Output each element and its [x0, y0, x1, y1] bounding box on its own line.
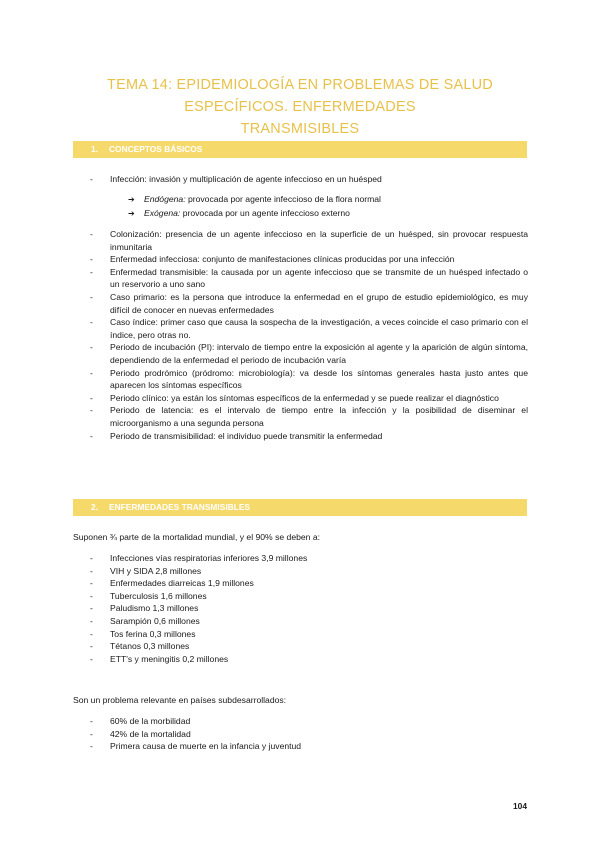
list-item [90, 228, 528, 253]
list-item [90, 404, 528, 429]
concept-text: Caso índice: primer caso que causa la sospecha de la investigación, a veces coincide el caso primario con el índice, pero otras no. [110, 317, 528, 340]
mortality-list [90, 552, 528, 665]
problem-list [90, 715, 528, 753]
infeccion-text: Infección: invasión y multiplicación de agente infeccioso en un huésped [110, 174, 382, 184]
dash-bullet: - [90, 229, 93, 239]
concepts-list [90, 228, 528, 442]
infeccion-sublist [128, 193, 381, 220]
section-number: 1. [91, 144, 98, 154]
dash-bullet: - [90, 628, 93, 639]
dash-bullet: - [90, 603, 93, 614]
dash-bullet: - [90, 367, 93, 378]
section-header-conceptos [73, 141, 527, 158]
list-item [90, 341, 528, 366]
dash-bullet: - [90, 254, 93, 265]
concept-text: Periodo clínico: ya están los síntomas específicos de la enfermedad y se puede realizar el diagnóstico [110, 392, 499, 403]
list-item [90, 628, 528, 641]
list-item [90, 253, 528, 266]
concept-text: Periodo de transmisibilidad: el individuo puede transmitir la enfermedad [110, 430, 383, 441]
page-title [60, 74, 540, 140]
mortality-text: ETT's y meningitis 0,2 millones [110, 653, 229, 664]
problem-text: Primera causa de muerte en la infancia y juventud [110, 741, 302, 752]
mortality-text: Tuberculosis 1,6 millones [110, 590, 207, 601]
concept-text: Periodo de latencia: es el intervalo de tiempo entre la infección y la posibilidad de diseminar el microorganismo a una segunda persona [110, 405, 528, 428]
list-item [90, 640, 528, 653]
sublist-item [128, 207, 381, 221]
concept-text: Periodo prodrómico (pródromo: microbiología): va desde los síntomas generales hasta justo antes que aparecen los síntomas específicos [110, 367, 528, 391]
problem-intro: Son un problema relevante en países subdesarrollados: [73, 695, 287, 705]
dash-bullet: - [90, 716, 93, 726]
title-line-1: TEMA 14: EPIDEMIOLOGÍA EN PROBLEMAS DE SALUD ESPECÍFICOS. ENFERMEDADES [107, 77, 493, 115]
sub-text: provocada por agente infeccioso de la flora normal [185, 194, 381, 204]
dash-bullet: - [90, 578, 93, 589]
dash-bullet: - [90, 741, 93, 752]
problem-text: 42% de la mortalidad [110, 728, 191, 739]
dash-bullet: - [90, 728, 93, 739]
concept-text: Enfermedad transmisible: la causada por un agente infeccioso que se transmite de un huésped infectado o un reservorio a uno sano [110, 266, 528, 290]
mortality-text: VIH y SIDA 2,8 millones [110, 565, 202, 576]
page-number: 104 [513, 801, 527, 811]
sub-text: provocada por un agente infeccioso externo [180, 207, 350, 218]
dash-bullet: - [90, 266, 93, 277]
dash-bullet: - [90, 174, 93, 184]
dash-bullet: - [90, 342, 93, 353]
mortality-intro: Suponen ¾ parte de la mortalidad mundial, y el 90% se deben a: [73, 532, 320, 542]
list-item [90, 392, 528, 405]
dash-bullet: - [90, 430, 93, 441]
dash-bullet: - [90, 317, 93, 328]
mortality-text: Sarampión 0,6 millones [110, 615, 200, 626]
sub-term: Exógena: [144, 207, 181, 218]
concept-text: Periodo de incubación (PI): intervalo de tiempo entre la exposición al agente y la aparición de algún síntoma, dependiendo de la enfermedad el periodo de incubación varía [110, 342, 528, 365]
arrow-icon: ➔ [128, 208, 135, 218]
section-label: ENFERMEDADES TRANSMISIBLES [109, 502, 250, 512]
title-line-2: TRANSMISIBLES [240, 121, 360, 137]
concept-text: Enfermedad infecciosa: conjunto de manifestaciones clínicas producidas por una infección [110, 254, 455, 265]
section-label: CONCEPTOS BÁSICOS [109, 144, 203, 154]
dash-bullet: - [90, 553, 93, 563]
concept-text: Colonización: presencia de un agente infeccioso en la superficie de un huésped, sin provocar respuesta inmunitaria [110, 229, 528, 252]
list-item [90, 715, 528, 728]
list-item [90, 577, 528, 590]
infeccion-list [90, 173, 528, 186]
section-header-enfermedades [73, 499, 527, 516]
list-item [90, 173, 528, 186]
list-item [90, 615, 528, 628]
list-item [90, 602, 528, 615]
dash-bullet: - [90, 405, 93, 416]
list-item [90, 740, 528, 753]
list-item [90, 367, 528, 392]
list-item [90, 552, 528, 565]
list-item [90, 266, 528, 291]
mortality-text: Paludismo 1,3 millones [110, 603, 199, 614]
problem-text: 60% de la morbilidad [110, 716, 191, 726]
section-number: 2. [91, 502, 98, 512]
list-item [90, 291, 528, 316]
arrow-icon: ➔ [128, 195, 135, 204]
list-item [90, 316, 528, 341]
mortality-text: Enfermedades diarreicas 1,9 millones [110, 578, 254, 589]
mortality-text: Tos ferina 0,3 millones [110, 628, 196, 639]
dash-bullet: - [90, 641, 93, 652]
dash-bullet: - [90, 653, 93, 664]
dash-bullet: - [90, 565, 93, 576]
mortality-text: Infecciones vías respiratorias inferiores 3,9 millones [110, 553, 308, 563]
sub-term: Endógena: [144, 194, 186, 204]
list-item [90, 653, 528, 666]
list-item [90, 565, 528, 578]
mortality-text: Tétanos 0,3 millones [110, 641, 190, 652]
list-item [90, 590, 528, 603]
dash-bullet: - [90, 291, 93, 302]
list-item [90, 430, 528, 443]
concept-text: Caso primario: es la persona que introduce la enfermedad en el grupo de estudio epidemiológico, es muy difícil de conocer en nuevas enfermedades [110, 291, 528, 315]
sublist-item [128, 193, 381, 207]
list-item [90, 728, 528, 741]
dash-bullet: - [90, 392, 93, 403]
dash-bullet: - [90, 590, 93, 601]
dash-bullet: - [90, 615, 93, 626]
